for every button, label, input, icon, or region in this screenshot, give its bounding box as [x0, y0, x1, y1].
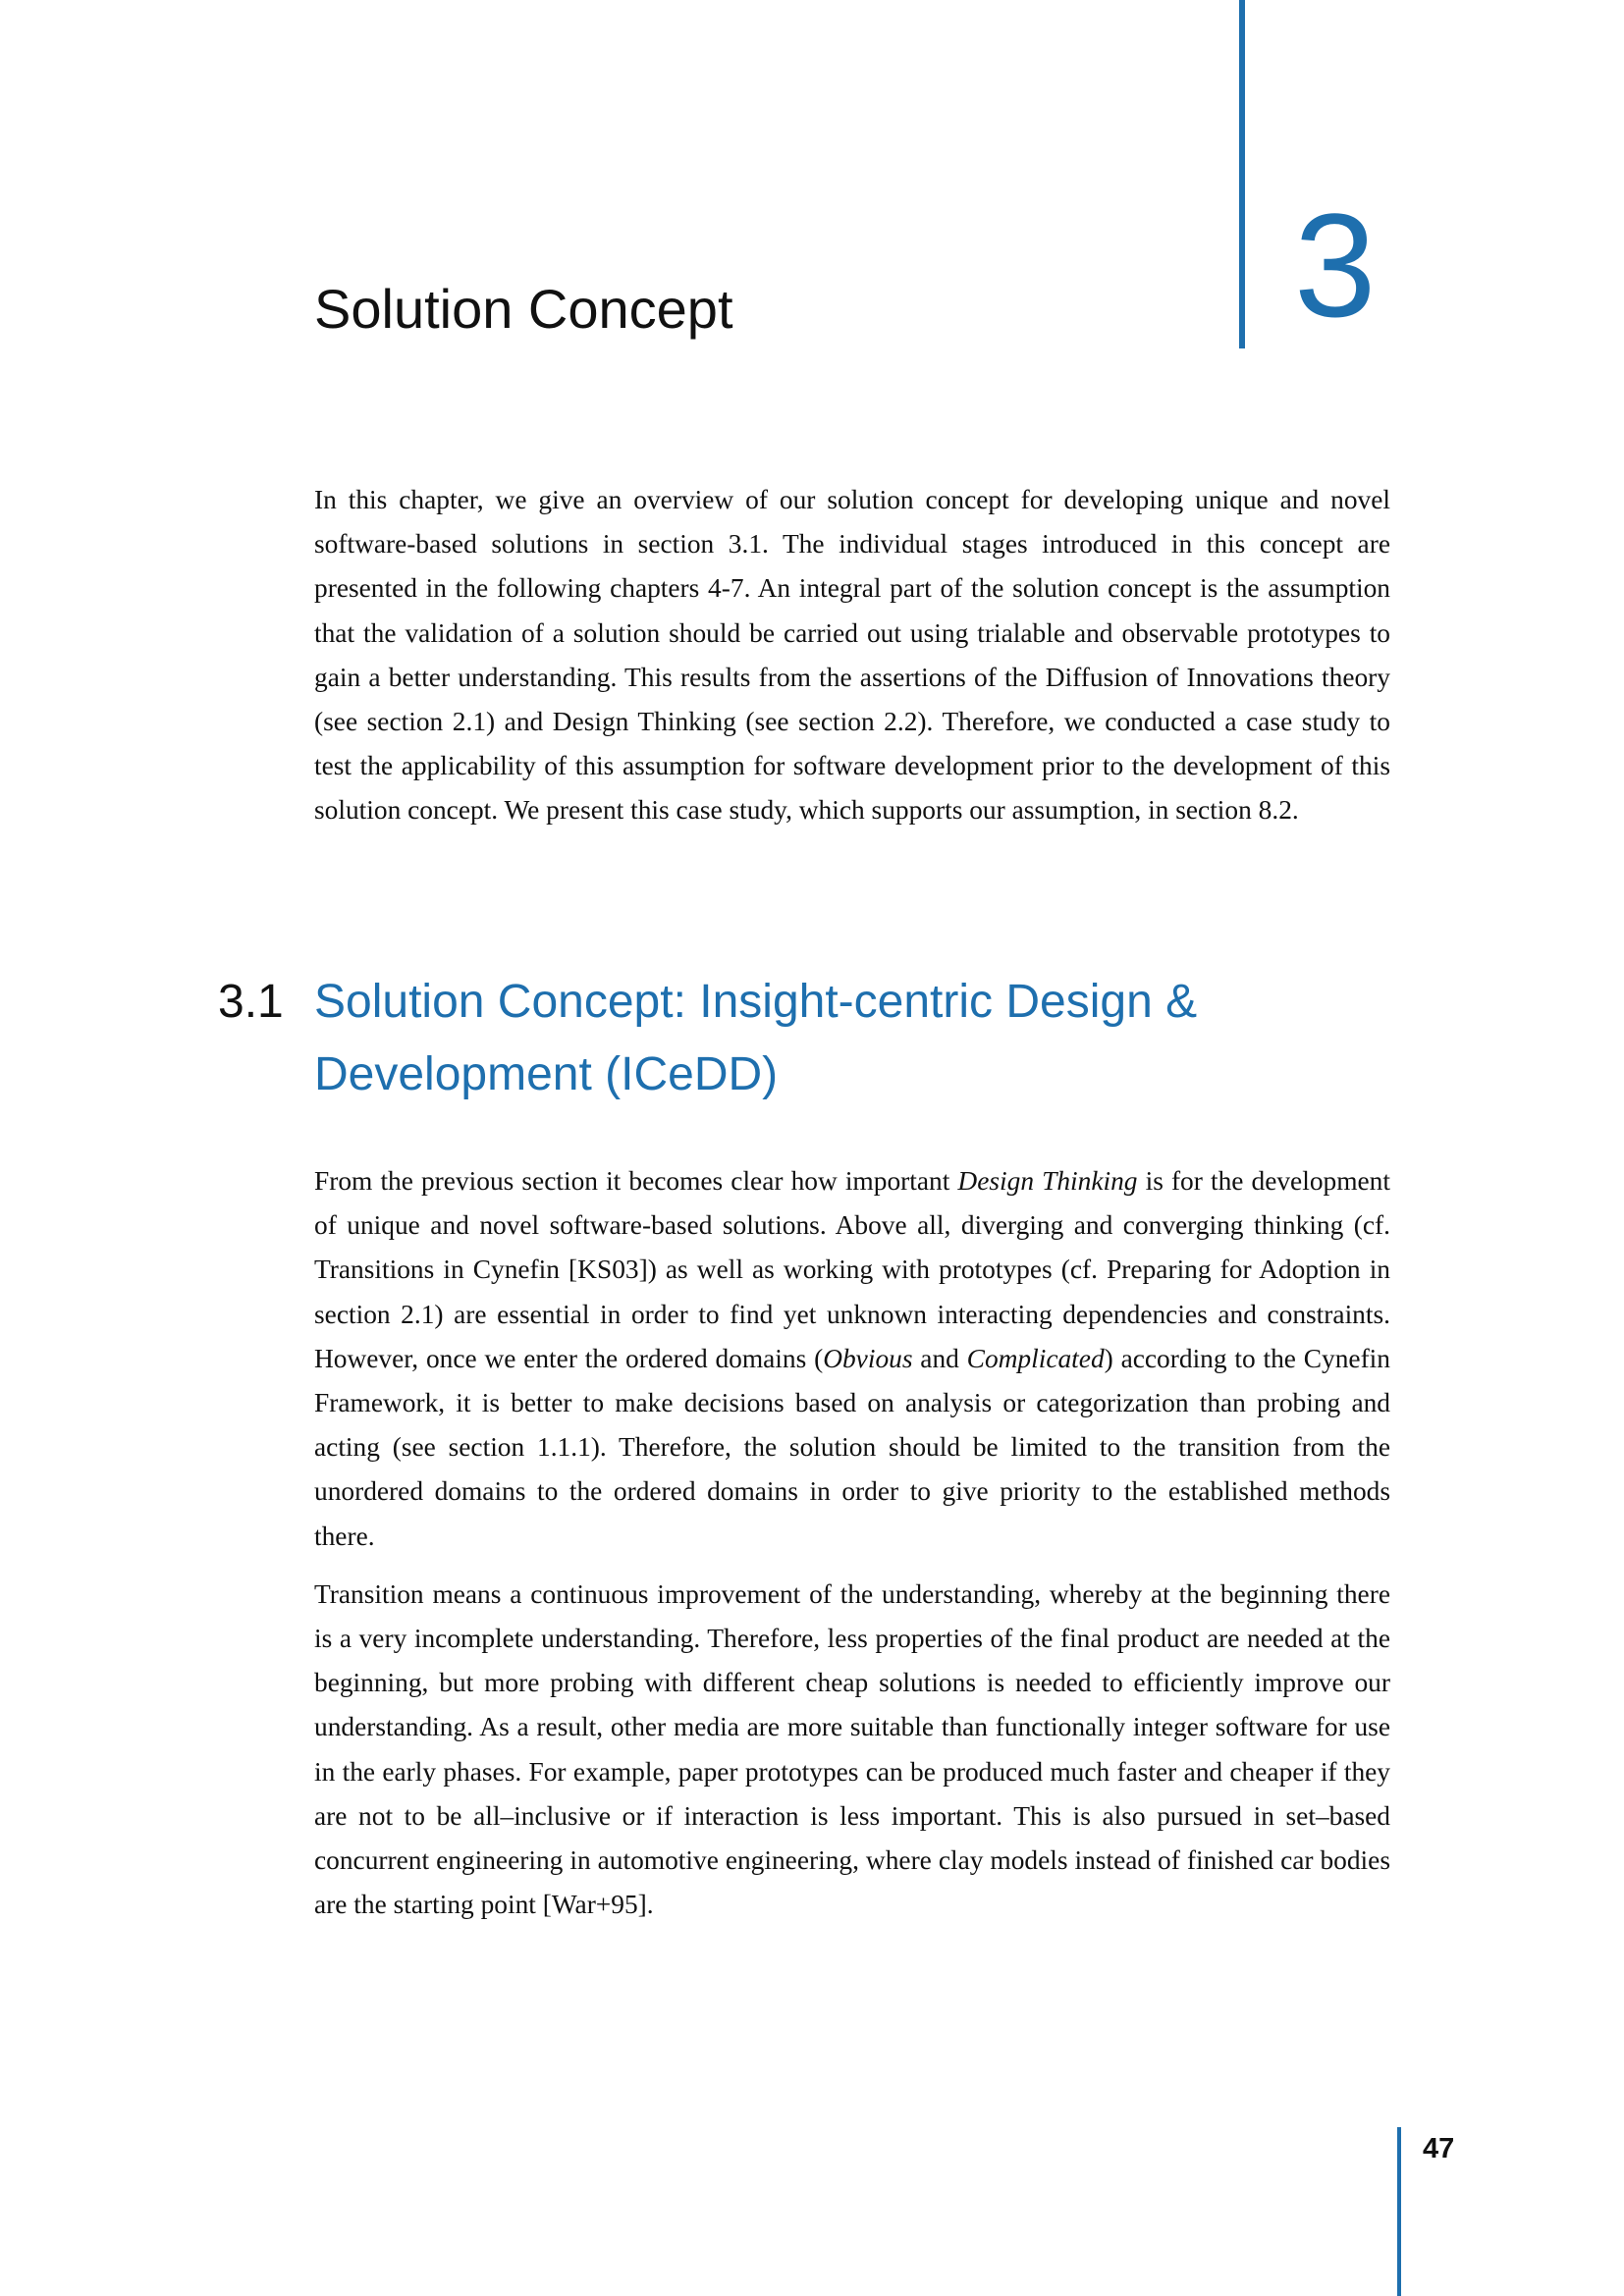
page-number-rule	[1397, 2127, 1401, 2296]
section-paragraph-2	[314, 1573, 1390, 1928]
paragraph-text: is for the development of unique and novel software-based solutions. Above all, diverging and converging thinking (cf. Transitions in Cynefin [KS03]) as well as working with prototypes (cf. Preparing for Adoption in section 2.1) are essential in order to find yet unknown interacting dependencies and constraints. However, once we enter the ordered domains (	[314, 1166, 1390, 1373]
section-body	[314, 1159, 1390, 1927]
paragraph-text: From the previous section it becomes clear how important	[314, 1166, 958, 1196]
paragraph-text: Transition means a continuous improvement of the understanding, whereby at the beginning there is a very incomplete understanding. Therefore, less properties of the final product are needed at the beginning, but more probing with different cheap solutions is needed to efficiently improve our understanding. As a result, other media are more suitable than functionally integer software for use in the early phases. For example, paper prototypes can be produced much faster and cheaper if they are not to be all–inclusive or if interaction is less important. This is also pursued in set–based concurrent engineering in automotive engineering, where clay models instead of finished car bodies are the starting point [War+95].	[314, 1578, 1390, 1920]
emphasized-term: Obvious	[823, 1343, 913, 1373]
chapter-number: 3	[1294, 183, 1377, 347]
paragraph-text: ) according to the Cynefin Framework, it is better to make decisions based on analysis or categorization than probing and acting (see section 1.1.1). Therefore, the solution should be limited to the transition from the unordered domains to the ordered domains in order to give priority to the established methods there.	[314, 1343, 1390, 1551]
intro-text-block	[314, 478, 1390, 833]
emphasized-term: Design Thinking	[957, 1166, 1138, 1196]
section-paragraph-1	[314, 1159, 1390, 1559]
page-number: 47	[1423, 2133, 1455, 2164]
chapter-rule	[1239, 0, 1245, 348]
intro-paragraph: In this chapter, we give an overview of our solution concept for developing unique and novel software-based solutions in section 3.1. The individual stages introduced in this concept are presented in the following chapters 4-7. An integral part of the solution concept is the assumption that the validation of a solution should be carried out using trialable and observable prototypes to gain a better understanding. This results from the assertions of the Diffusion of Innovations theory (see section 2.1) and Design Thinking (see section 2.2). Therefore, we conducted a case study to test the applicability of this assumption for software development prior to the development of this solution concept. We present this case study, which supports our assumption, in section 8.2.	[314, 485, 1390, 826]
chapter-title: Solution Concept	[314, 278, 733, 340]
emphasized-term: Complicated	[966, 1343, 1105, 1373]
paragraph-text: and	[912, 1343, 967, 1373]
section-number: 3.1	[218, 976, 284, 1028]
section-title: Solution Concept: Insight-centric Design & Development (ICeDD)	[314, 976, 1198, 1100]
